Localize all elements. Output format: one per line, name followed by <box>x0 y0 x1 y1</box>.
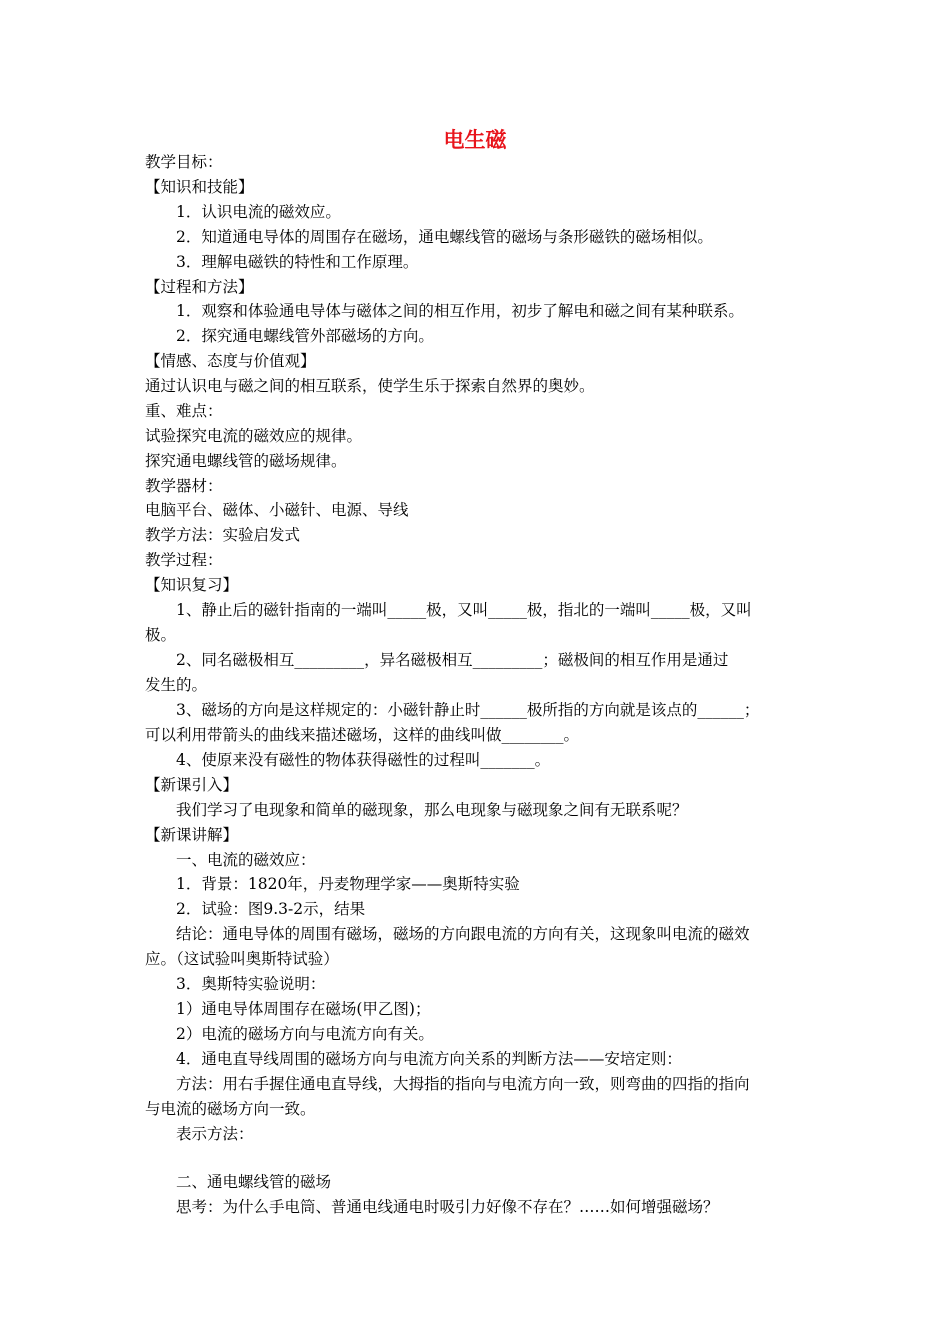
text-line: 1．认识电流的磁效应。 <box>176 203 341 221</box>
text-line: 2．知道通电导体的周围存在磁场，通电螺线管的磁场与条形磁铁的磁场相似。 <box>176 228 713 246</box>
section-heading: 【新课讲解】 <box>145 826 239 844</box>
section-heading: 【新课引入】 <box>145 776 239 794</box>
text-line: 结论：通电导体的周围有磁场，磁场的方向跟电流的方向有关，这现象叫电流的磁效 <box>176 925 750 943</box>
text-line: 试验探究电流的磁效应的规律。 <box>145 427 363 445</box>
question-line: 极。 <box>145 626 177 644</box>
question-line: 可以利用带箭头的曲线来描述磁场，这样的曲线叫做________。 <box>145 726 580 744</box>
text-line: 通过认识电与磁之间的相互联系，使学生乐于探索自然界的奥妙。 <box>145 377 595 395</box>
text-line: 我们学习了电现象和简单的磁现象，那么电现象与磁现象之间有无联系呢？ <box>176 801 688 819</box>
text-line: 探究通电螺线管的磁场规律。 <box>145 452 347 470</box>
text-line: 二、通电螺线管的磁场 <box>176 1173 332 1191</box>
text-line: 2．试验：图9.3-2示，结果 <box>176 900 366 918</box>
question-line: 4、使原来没有磁性的物体获得磁性的过程叫_______。 <box>176 751 551 769</box>
question-line: 1、静止后的磁针指南的一端叫_____极，又叫_____极，指北的一端叫_____极，又叫 <box>176 601 752 619</box>
text-line: 教学器材： <box>145 477 223 495</box>
text-line: 应。（这试验叫奥斯特试验） <box>145 950 339 968</box>
text-line: 教学目标： <box>145 153 223 171</box>
question-line: 发生的。 <box>145 676 208 694</box>
text-line: 与电流的磁场方向一致。 <box>145 1100 316 1118</box>
text-line: 电脑平台、磁体、小磁针、电源、导线 <box>145 501 409 519</box>
text-line: 教学过程： <box>145 551 223 569</box>
text-line: 1）通电导体周围存在磁场(甲乙图)； <box>176 1000 431 1018</box>
text-line: 表示方法： <box>176 1125 254 1143</box>
text-line: 3．理解电磁铁的特性和工作原理。 <box>176 253 419 271</box>
text-line: 教学方法：实验启发式 <box>145 526 301 544</box>
section-heading: 【过程和方法】 <box>145 278 254 296</box>
text-line: 2．探究通电螺线管外部磁场的方向。 <box>176 327 434 345</box>
section-heading: 【知识和技能】 <box>145 178 254 196</box>
text-line: 思考：为什么手电筒、普通电线通电时吸引力好像不存在？……如何增强磁场？ <box>176 1198 719 1216</box>
section-heading: 【情感、态度与价值观】 <box>145 352 316 370</box>
text-line: 1．观察和体验通电导体与磁体之间的相互作用，初步了解电和磁之间有某种联系。 <box>176 302 744 320</box>
text-line: 方法：用右手握住通电直导线，大拇指的指向与电流方向一致，则弯曲的四指的指向 <box>176 1075 750 1093</box>
text-line: 1．背景：1820年，丹麦物理学家——奥斯特实验 <box>176 875 520 893</box>
text-line: 一、电流的磁效应： <box>176 851 316 869</box>
text-line: 2）电流的磁场方向与电流方向有关。 <box>176 1025 434 1043</box>
question-line: 2、同名磁极相互_________，异名磁极相互_________；磁极间的相互作用是通过 <box>176 651 729 669</box>
text-line: 4．通电直导线周围的磁场方向与电流方向关系的判断方法——安培定则： <box>176 1050 682 1068</box>
text-line: 重、难点： <box>145 402 223 420</box>
question-line: 3、磁场的方向是这样规定的：小磁针静止时______极所指的方向就是该点的______； <box>176 701 760 719</box>
page-title: 电生磁 <box>443 128 507 152</box>
section-heading: 【知识复习】 <box>145 576 239 594</box>
text-line: 3．奥斯特实验说明： <box>176 975 326 993</box>
